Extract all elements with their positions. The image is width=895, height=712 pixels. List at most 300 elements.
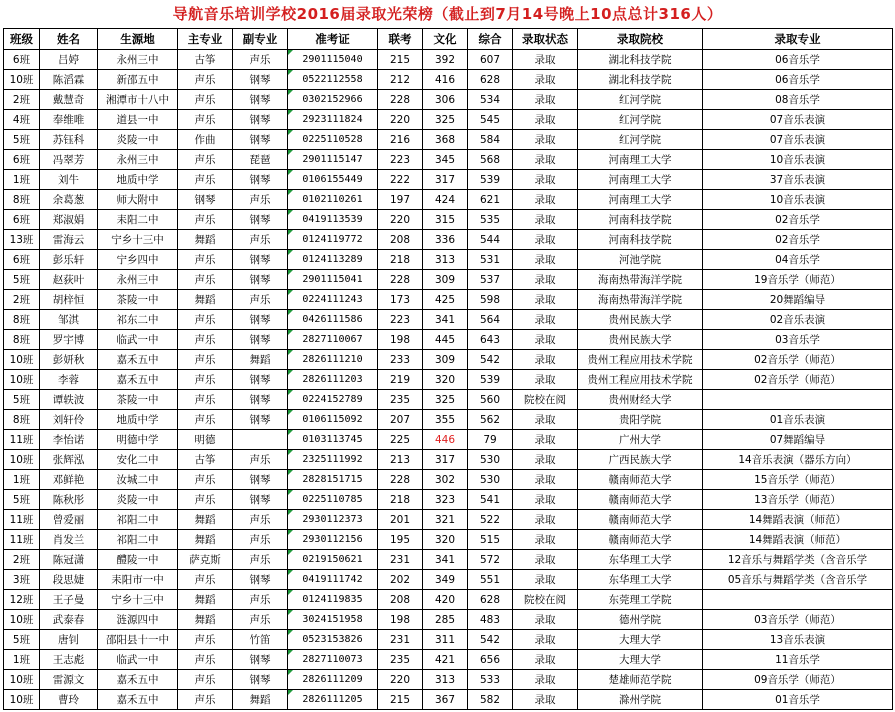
cell-college: 贵州民族大学 — [578, 310, 703, 330]
cell-joint-score: 219 — [378, 370, 423, 390]
cell-program: 07音乐表演 — [703, 110, 893, 130]
cell-status: 录取 — [513, 610, 578, 630]
cell-status: 录取 — [513, 90, 578, 110]
cell-culture-score: 349 — [423, 570, 468, 590]
cell-name: 李怡诺 — [40, 430, 98, 450]
cell-joint-score: 223 — [378, 310, 423, 330]
cell-status: 录取 — [513, 250, 578, 270]
cell-minor: 声乐 — [233, 50, 288, 70]
cell-name: 刘轩伶 — [40, 410, 98, 430]
header-minor: 副专业 — [233, 29, 288, 50]
cell-class: 1班 — [4, 650, 40, 670]
cell-exam-id: 0426111586 — [288, 310, 378, 330]
cell-joint-score: 208 — [378, 590, 423, 610]
cell-class: 2班 — [4, 550, 40, 570]
header-major: 主专业 — [178, 29, 233, 50]
table-row — [4, 690, 893, 710]
cell-major: 声乐 — [178, 150, 233, 170]
cell-origin: 宁乡十三中 — [98, 590, 178, 610]
cell-status: 录取 — [513, 150, 578, 170]
cell-joint-score: 201 — [378, 510, 423, 530]
cell-name: 雷源文 — [40, 670, 98, 690]
cell-name: 肖发兰 — [40, 530, 98, 550]
cell-college: 赣南师范大学 — [578, 470, 703, 490]
header-name: 姓名 — [40, 29, 98, 50]
cell-joint-score: 225 — [378, 430, 423, 450]
cell-name: 唐钊 — [40, 630, 98, 650]
cell-origin: 祁阳二中 — [98, 530, 178, 550]
cell-joint-score: 197 — [378, 190, 423, 210]
cell-total-score: 531 — [468, 250, 513, 270]
cell-status: 录取 — [513, 670, 578, 690]
cell-status: 院校在阅 — [513, 590, 578, 610]
cell-minor: 声乐 — [233, 190, 288, 210]
cell-total-score: 515 — [468, 530, 513, 550]
cell-college: 赣南师范大学 — [578, 510, 703, 530]
cell-class: 5班 — [4, 390, 40, 410]
cell-joint-score: 207 — [378, 410, 423, 430]
cell-minor: 竹笛 — [233, 630, 288, 650]
cell-program: 19音乐学（师范） — [703, 270, 893, 290]
cell-total-score: 621 — [468, 190, 513, 210]
cell-culture-score: 311 — [423, 630, 468, 650]
cell-culture-score: 420 — [423, 590, 468, 610]
cell-college: 东莞理工学院 — [578, 590, 703, 610]
cell-major: 舞蹈 — [178, 230, 233, 250]
table-row — [4, 50, 893, 70]
cell-exam-id: 0302152966 — [288, 90, 378, 110]
table-row — [4, 410, 893, 430]
cell-culture-score: 317 — [423, 170, 468, 190]
cell-total-score: 534 — [468, 90, 513, 110]
cell-class: 3班 — [4, 570, 40, 590]
cell-culture-score: 320 — [423, 530, 468, 550]
cell-college: 贵州工程应用技术学院 — [578, 350, 703, 370]
cell-name: 奉维唯 — [40, 110, 98, 130]
cell-major: 声乐 — [178, 690, 233, 710]
cell-exam-id: 2901115041 — [288, 270, 378, 290]
cell-minor: 钢琴 — [233, 70, 288, 90]
cell-program: 12音乐与舞蹈学类（含音乐学 — [703, 550, 893, 570]
cell-total-score: 598 — [468, 290, 513, 310]
cell-college: 广州大学 — [578, 430, 703, 450]
table-row — [4, 370, 893, 390]
cell-exam-id: 2325111992 — [288, 450, 378, 470]
cell-status: 录取 — [513, 490, 578, 510]
cell-major: 明德 — [178, 430, 233, 450]
cell-culture-score: 325 — [423, 390, 468, 410]
cell-total-score: 584 — [468, 130, 513, 150]
cell-program: 11音乐学 — [703, 650, 893, 670]
cell-total-score: 572 — [468, 550, 513, 570]
cell-joint-score: 198 — [378, 330, 423, 350]
cell-major: 作曲 — [178, 130, 233, 150]
cell-college: 红河学院 — [578, 110, 703, 130]
cell-exam-id: 0419113539 — [288, 210, 378, 230]
cell-name: 冯翠芳 — [40, 150, 98, 170]
cell-class: 6班 — [4, 50, 40, 70]
cell-culture-score: 341 — [423, 550, 468, 570]
header-row — [4, 29, 893, 50]
cell-name: 苏钰科 — [40, 130, 98, 150]
cell-exam-id: 2826111209 — [288, 670, 378, 690]
cell-program: 13音乐表演 — [703, 630, 893, 650]
cell-minor: 钢琴 — [233, 570, 288, 590]
cell-status: 录取 — [513, 370, 578, 390]
cell-origin: 师大附中 — [98, 190, 178, 210]
header-exam-id: 准考证 — [288, 29, 378, 50]
cell-minor: 钢琴 — [233, 410, 288, 430]
cell-total-score: 535 — [468, 210, 513, 230]
cell-exam-id: 2828151715 — [288, 470, 378, 490]
cell-origin: 汝城二中 — [98, 470, 178, 490]
cell-program: 10音乐表演 — [703, 150, 893, 170]
cell-origin: 邵阳县十一中 — [98, 630, 178, 650]
cell-name: 刘牛 — [40, 170, 98, 190]
cell-culture-score: 341 — [423, 310, 468, 330]
cell-origin: 涟源四中 — [98, 610, 178, 630]
cell-name: 赵荻叶 — [40, 270, 98, 290]
cell-class: 8班 — [4, 410, 40, 430]
cell-status: 录取 — [513, 170, 578, 190]
cell-status: 录取 — [513, 410, 578, 430]
table-row — [4, 490, 893, 510]
cell-major: 声乐 — [178, 110, 233, 130]
page-title: 导航音乐培训学校2016届录取光荣榜（截止到7月14号晚上10点总计316人） — [172, 5, 723, 23]
cell-minor: 琵琶 — [233, 150, 288, 170]
cell-minor: 声乐 — [233, 230, 288, 250]
cell-program: 06音乐学 — [703, 70, 893, 90]
cell-origin: 地质中学 — [98, 410, 178, 430]
cell-total-score: 582 — [468, 690, 513, 710]
cell-total-score: 628 — [468, 590, 513, 610]
table-row — [4, 590, 893, 610]
table-row — [4, 190, 893, 210]
header-origin: 生源地 — [98, 29, 178, 50]
header-total-score: 综合 — [468, 29, 513, 50]
cell-status: 院校在阅 — [513, 390, 578, 410]
cell-program: 10音乐表演 — [703, 190, 893, 210]
cell-joint-score: 173 — [378, 290, 423, 310]
cell-major: 声乐 — [178, 650, 233, 670]
cell-status: 录取 — [513, 510, 578, 530]
cell-culture-score: 325 — [423, 110, 468, 130]
cell-class: 11班 — [4, 510, 40, 530]
cell-class: 2班 — [4, 90, 40, 110]
cell-total-score: 568 — [468, 150, 513, 170]
cell-culture-score: 421 — [423, 650, 468, 670]
cell-exam-id: 0124119835 — [288, 590, 378, 610]
cell-class: 10班 — [4, 670, 40, 690]
cell-origin: 新邵五中 — [98, 70, 178, 90]
cell-program: 07音乐表演 — [703, 130, 893, 150]
cell-culture-score: 416 — [423, 70, 468, 90]
cell-origin: 炎陵一中 — [98, 130, 178, 150]
header-status: 录取状态 — [513, 29, 578, 50]
cell-origin: 永州三中 — [98, 50, 178, 70]
cell-exam-id: 2923111824 — [288, 110, 378, 130]
cell-college: 广西民族大学 — [578, 450, 703, 470]
cell-minor: 声乐 — [233, 510, 288, 530]
cell-minor: 声乐 — [233, 290, 288, 310]
cell-status: 录取 — [513, 270, 578, 290]
cell-class: 5班 — [4, 490, 40, 510]
cell-status: 录取 — [513, 130, 578, 150]
cell-major: 古筝 — [178, 450, 233, 470]
cell-college: 楚雄师范学院 — [578, 670, 703, 690]
cell-program: 05音乐与舞蹈学类（含音乐学 — [703, 570, 893, 590]
cell-culture-score: 309 — [423, 270, 468, 290]
cell-exam-id: 0103113745 — [288, 430, 378, 450]
cell-college: 湖北科技学院 — [578, 50, 703, 70]
cell-origin: 耒阳市一中 — [98, 570, 178, 590]
cell-program: 03音乐学 — [703, 330, 893, 350]
table-row — [4, 430, 893, 450]
cell-class: 5班 — [4, 270, 40, 290]
cell-name: 武泰春 — [40, 610, 98, 630]
cell-joint-score: 195 — [378, 530, 423, 550]
table-row — [4, 70, 893, 90]
cell-joint-score: 208 — [378, 230, 423, 250]
cell-minor: 钢琴 — [233, 250, 288, 270]
cell-origin: 耒阳二中 — [98, 210, 178, 230]
cell-joint-score: 220 — [378, 210, 423, 230]
cell-program: 20舞蹈编导 — [703, 290, 893, 310]
cell-major: 声乐 — [178, 270, 233, 290]
cell-name: 雷海云 — [40, 230, 98, 250]
cell-college: 赣南师范大学 — [578, 530, 703, 550]
cell-major: 声乐 — [178, 370, 233, 390]
cell-origin: 道县一中 — [98, 110, 178, 130]
cell-major: 声乐 — [178, 350, 233, 370]
cell-total-score: 628 — [468, 70, 513, 90]
cell-status: 录取 — [513, 310, 578, 330]
cell-college: 河南理工大学 — [578, 190, 703, 210]
cell-class: 11班 — [4, 430, 40, 450]
cell-total-score: 539 — [468, 370, 513, 390]
cell-name: 谭轶波 — [40, 390, 98, 410]
cell-minor: 声乐 — [233, 610, 288, 630]
cell-class: 6班 — [4, 210, 40, 230]
cell-college: 贵州民族大学 — [578, 330, 703, 350]
cell-exam-id: 0224152789 — [288, 390, 378, 410]
cell-college: 赣南师范大学 — [578, 490, 703, 510]
cell-exam-id: 0523153826 — [288, 630, 378, 650]
cell-exam-id: 0225110785 — [288, 490, 378, 510]
cell-joint-score: 231 — [378, 630, 423, 650]
cell-exam-id: 2827110067 — [288, 330, 378, 350]
cell-exam-id: 0124113289 — [288, 250, 378, 270]
cell-joint-score: 213 — [378, 450, 423, 470]
cell-exam-id: 0522112558 — [288, 70, 378, 90]
table-row — [4, 510, 893, 530]
table-row — [4, 390, 893, 410]
cell-minor: 舞蹈 — [233, 350, 288, 370]
cell-college: 东华理工大学 — [578, 550, 703, 570]
cell-exam-id: 2930112156 — [288, 530, 378, 550]
cell-joint-score: 215 — [378, 50, 423, 70]
cell-exam-id: 2826111205 — [288, 690, 378, 710]
cell-exam-id: 2826111210 — [288, 350, 378, 370]
cell-origin: 永州三中 — [98, 150, 178, 170]
cell-total-score: 533 — [468, 670, 513, 690]
cell-name: 彭妍秋 — [40, 350, 98, 370]
cell-minor: 钢琴 — [233, 390, 288, 410]
cell-name: 李蓉 — [40, 370, 98, 390]
cell-program: 01音乐学 — [703, 690, 893, 710]
cell-origin: 永州三中 — [98, 270, 178, 290]
cell-minor: 钢琴 — [233, 170, 288, 190]
table-row — [4, 650, 893, 670]
cell-culture-score: 445 — [423, 330, 468, 350]
cell-minor: 钢琴 — [233, 330, 288, 350]
cell-origin: 祁东二中 — [98, 310, 178, 330]
cell-joint-score: 228 — [378, 90, 423, 110]
cell-program: 14音乐表演（器乐方向） — [703, 450, 893, 470]
cell-name: 陈滔霖 — [40, 70, 98, 90]
cell-college: 河池学院 — [578, 250, 703, 270]
cell-status: 录取 — [513, 210, 578, 230]
cell-name: 陈秋彤 — [40, 490, 98, 510]
cell-minor: 舞蹈 — [233, 690, 288, 710]
cell-culture-score: 392 — [423, 50, 468, 70]
cell-exam-id: 2930112373 — [288, 510, 378, 530]
cell-status: 录取 — [513, 470, 578, 490]
cell-joint-score: 212 — [378, 70, 423, 90]
cell-college: 东华理工大学 — [578, 570, 703, 590]
cell-name: 张辉泓 — [40, 450, 98, 470]
cell-name: 余葛葱 — [40, 190, 98, 210]
cell-culture-score: 368 — [423, 130, 468, 150]
cell-name: 邓鲜艳 — [40, 470, 98, 490]
cell-program: 37音乐表演 — [703, 170, 893, 190]
cell-major: 舞蹈 — [178, 610, 233, 630]
cell-joint-score: 235 — [378, 650, 423, 670]
cell-total-score: 539 — [468, 170, 513, 190]
cell-exam-id: 0224111243 — [288, 290, 378, 310]
cell-major: 声乐 — [178, 70, 233, 90]
cell-exam-id: 0219150621 — [288, 550, 378, 570]
cell-college: 红河学院 — [578, 130, 703, 150]
cell-program: 02音乐学 — [703, 210, 893, 230]
cell-culture-score: 306 — [423, 90, 468, 110]
cell-exam-id: 3024151958 — [288, 610, 378, 630]
table-row — [4, 670, 893, 690]
cell-minor: 声乐 — [233, 590, 288, 610]
cell-status: 录取 — [513, 350, 578, 370]
table-row — [4, 610, 893, 630]
cell-program: 02音乐学（师范） — [703, 370, 893, 390]
cell-class: 5班 — [4, 630, 40, 650]
cell-origin: 嘉禾五中 — [98, 370, 178, 390]
cell-major: 舞蹈 — [178, 530, 233, 550]
cell-total-score: 522 — [468, 510, 513, 530]
table-row — [4, 270, 893, 290]
cell-total-score: 607 — [468, 50, 513, 70]
cell-program: 02音乐表演 — [703, 310, 893, 330]
cell-origin: 茶陵一中 — [98, 390, 178, 410]
cell-minor: 钢琴 — [233, 110, 288, 130]
cell-culture-score: 424 — [423, 190, 468, 210]
cell-college: 德州学院 — [578, 610, 703, 630]
cell-origin: 嘉禾五中 — [98, 350, 178, 370]
cell-minor: 钢琴 — [233, 310, 288, 330]
cell-college: 河南科技学院 — [578, 210, 703, 230]
cell-major: 声乐 — [178, 410, 233, 430]
cell-total-score: 530 — [468, 450, 513, 470]
cell-exam-id: 2826111203 — [288, 370, 378, 390]
cell-program — [703, 590, 893, 610]
cell-college: 河南理工大学 — [578, 170, 703, 190]
cell-exam-id: 0106155449 — [288, 170, 378, 190]
cell-class: 6班 — [4, 150, 40, 170]
cell-program: 01音乐表演 — [703, 410, 893, 430]
cell-minor — [233, 430, 288, 450]
cell-program: 07舞蹈编导 — [703, 430, 893, 450]
header-college: 录取院校 — [578, 29, 703, 50]
cell-program: 15音乐学（师范） — [703, 470, 893, 490]
cell-college: 海南热带海洋学院 — [578, 290, 703, 310]
cell-total-score: 541 — [468, 490, 513, 510]
cell-joint-score: 228 — [378, 470, 423, 490]
cell-name: 胡梓恒 — [40, 290, 98, 310]
table-row — [4, 310, 893, 330]
cell-major: 萨克斯 — [178, 550, 233, 570]
cell-class: 10班 — [4, 350, 40, 370]
table-row — [4, 630, 893, 650]
cell-origin: 祁阳二中 — [98, 510, 178, 530]
cell-class: 10班 — [4, 70, 40, 90]
cell-program: 04音乐学 — [703, 250, 893, 270]
cell-college: 贵阳学院 — [578, 410, 703, 430]
cell-status: 录取 — [513, 530, 578, 550]
cell-college: 河南理工大学 — [578, 150, 703, 170]
cell-name: 罗宇博 — [40, 330, 98, 350]
cell-exam-id: 0124119772 — [288, 230, 378, 250]
cell-joint-score: 218 — [378, 250, 423, 270]
cell-culture-score: 302 — [423, 470, 468, 490]
cell-minor: 声乐 — [233, 550, 288, 570]
cell-minor: 钢琴 — [233, 90, 288, 110]
cell-total-score: 656 — [468, 650, 513, 670]
cell-minor: 钢琴 — [233, 670, 288, 690]
cell-name: 郑淑娟 — [40, 210, 98, 230]
cell-total-score: 564 — [468, 310, 513, 330]
header-program: 录取专业 — [703, 29, 893, 50]
cell-status: 录取 — [513, 570, 578, 590]
cell-name: 彭乐轩 — [40, 250, 98, 270]
cell-joint-score: 233 — [378, 350, 423, 370]
table-row — [4, 550, 893, 570]
cell-joint-score: 202 — [378, 570, 423, 590]
cell-college: 大理大学 — [578, 630, 703, 650]
cell-culture-score: 336 — [423, 230, 468, 250]
cell-status: 录取 — [513, 550, 578, 570]
cell-class: 8班 — [4, 330, 40, 350]
table-row — [4, 90, 893, 110]
cell-major: 声乐 — [178, 630, 233, 650]
cell-program: 02音乐学（师范） — [703, 350, 893, 370]
cell-status: 录取 — [513, 70, 578, 90]
cell-culture-score: 317 — [423, 450, 468, 470]
cell-origin: 临武一中 — [98, 650, 178, 670]
cell-total-score: 530 — [468, 470, 513, 490]
cell-name: 曹玲 — [40, 690, 98, 710]
cell-name: 邹淇 — [40, 310, 98, 330]
cell-name: 段思婕 — [40, 570, 98, 590]
cell-college: 河南科技学院 — [578, 230, 703, 250]
cell-program: 02音乐学 — [703, 230, 893, 250]
